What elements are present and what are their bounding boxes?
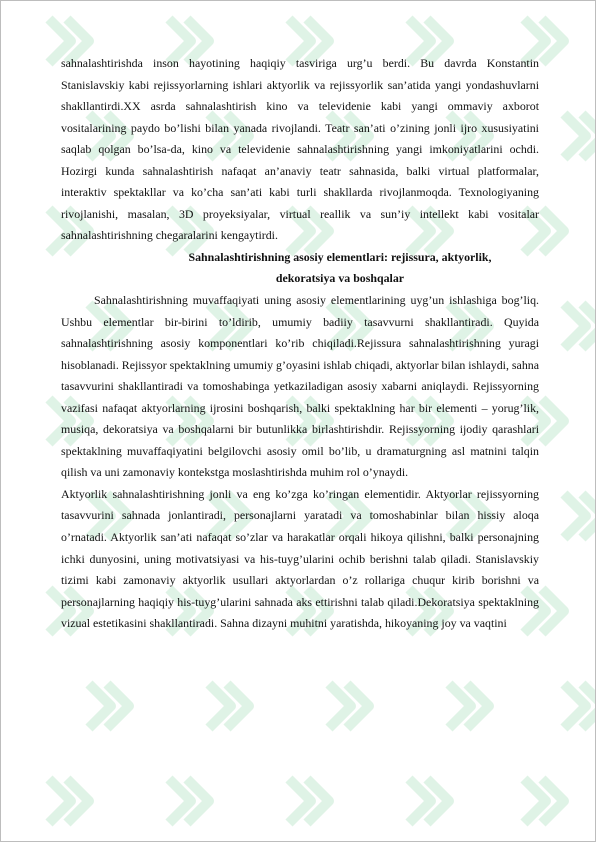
watermark-chevron [449, 684, 471, 728]
watermark-chevron [582, 684, 596, 728]
section-heading [61, 247, 539, 290]
document-body [61, 53, 539, 635]
watermark-chevron [329, 684, 351, 728]
watermark-chevron [524, 779, 546, 823]
watermark-chevron [564, 684, 586, 728]
watermark-chevron [564, 114, 586, 158]
watermark-chevron [409, 779, 431, 823]
watermark-chevron [187, 779, 209, 823]
watermark-chevron [564, 494, 586, 538]
watermark-chevron [347, 684, 369, 728]
watermark-chevron [307, 779, 329, 823]
section-heading-line-1: Sahnalashtirishning asosiy elementlari: rejissura, aktyorlik, [188, 249, 492, 264]
watermark-chevron [582, 114, 596, 158]
paragraph-intro: sahnalashtirishda inson hayotining haqiqiy tasviriga urg’u berdi. Bu davrda Konstantin Stanislavskiy kabi rejissyorlarning ishlari aktyorlik va rejissyorlik san’atida yangi yondashuvlarni shakllantirdi.XX asrda sahnalashtirish kino va televidenie kabi yangi ommaviy axborot vositalarining paydo bo’lishi bilan yanada rivojlandi. Teatr san’ati o’zining jonli ijro xususiyatini saqlab qolgan bo’lsa-da, kino va televidenie sahnalashtirishning yangi imkoniyatlarini ochdi. Hozirgi kunda sahnalashtirish nafaqat an’anaviy teatr sahnasida, balki virtual platformalar, interaktiv spektakllar va ko’cha san’ati kabi turli shakllarda rivojlanmoqda. Texnologiyaning rivojlanishi, masalan, 3D proyeksiyalar, virtual reallik va sun’iy intellekt kabi vositalar sahnalashtirishning chegaralarini kengaytirdi. [61, 56, 539, 243]
paragraph-elements: Sahnalashtirishning muvaffaqiyati uning asosiy elementlarining uyg’un ishlashiga bog’liq. Ushbu elementlar bir-birini to’ldirib, umumiy badiiy tasavvurni shakllantiradi. Quyida sahnalashtirishning asosiy komponentlari ko’rib chiqiladi.Rejissura sahnalashtirishning yuragi hisoblanadi. Rejissyor spektaklning umumiy g’oyasini ishlab chiqadi, aktyorlar bilan ishlaydi, sahna tasavvurini shakllantiradi va tomoshabinga yetkaziladigan asosiy xabarni aniqlaydi. Rejissyorning vazifasi nafaqat aktyorlarning ijrosini boshqarish, balki spektaklning har bir elementi – yorug’lik, musiqa, dekoratsiya va boshqalarni bir butunlikka birlashtirishdir. Rejissyorning ijodiy qarashlari spektaklning muvaffaqiyatini belgilovchi asosiy omil bo’lib, u dramaturgning asl matnini talqin qilish va uni zamonaviy kontekstga moslashtirishda muhim rol o’ynaydi. [61, 293, 539, 480]
watermark-chevron [107, 684, 129, 728]
watermark-chevron [49, 779, 71, 823]
watermark-chevron [564, 304, 586, 348]
watermark-chevron [209, 684, 231, 728]
watermark-chevron [427, 779, 449, 823]
paragraph-acting: Aktyorlik sahnalashtirishning jonli va eng ko’zga ko’ringan elementidir. Aktyorlar rejissyorning tasavvurini sahnada jonlantiradi, personajlarni yaratadi va tomoshabinlar bilan hissiy aloqa o’rnatadi. Aktyorlik san’ati nafaqat so’zlar va harakatlar orqali hikoya qilishni, balki personajning ichki dunyosini, uning motivatsiyasi va his-tuyg’ularini ochib berishni talab qiladi. Stanislavskiy tizimi kabi zamonaviy aktyorlik usullari aktyorlardan o’z rollariga chuqur kirib borishni va personajlarning haqiqiy his-tuyg’ularini sahnada aks ettirishni talab qiladi.Dekoratsiya spektaklning vizual estetikasini shakllantiradi. Sahna dizayni muhitni yaratishda, hikoyaning joy va vaqtini [61, 486, 539, 631]
watermark-chevron [542, 399, 564, 443]
watermark-chevron [289, 779, 311, 823]
watermark-chevron [542, 779, 564, 823]
watermark-chevron [582, 494, 596, 538]
watermark-chevron [467, 684, 489, 728]
watermark-chevron [542, 19, 564, 63]
watermark-chevron [89, 684, 111, 728]
watermark-chevron [582, 304, 596, 348]
watermark-chevron [169, 779, 191, 823]
watermark-chevron [542, 589, 564, 633]
watermark-chevron [67, 779, 89, 823]
watermark-chevron [542, 209, 564, 253]
section-heading-line-2: dekoratsiya va boshqalar [275, 271, 405, 286]
watermark-chevron [227, 684, 249, 728]
